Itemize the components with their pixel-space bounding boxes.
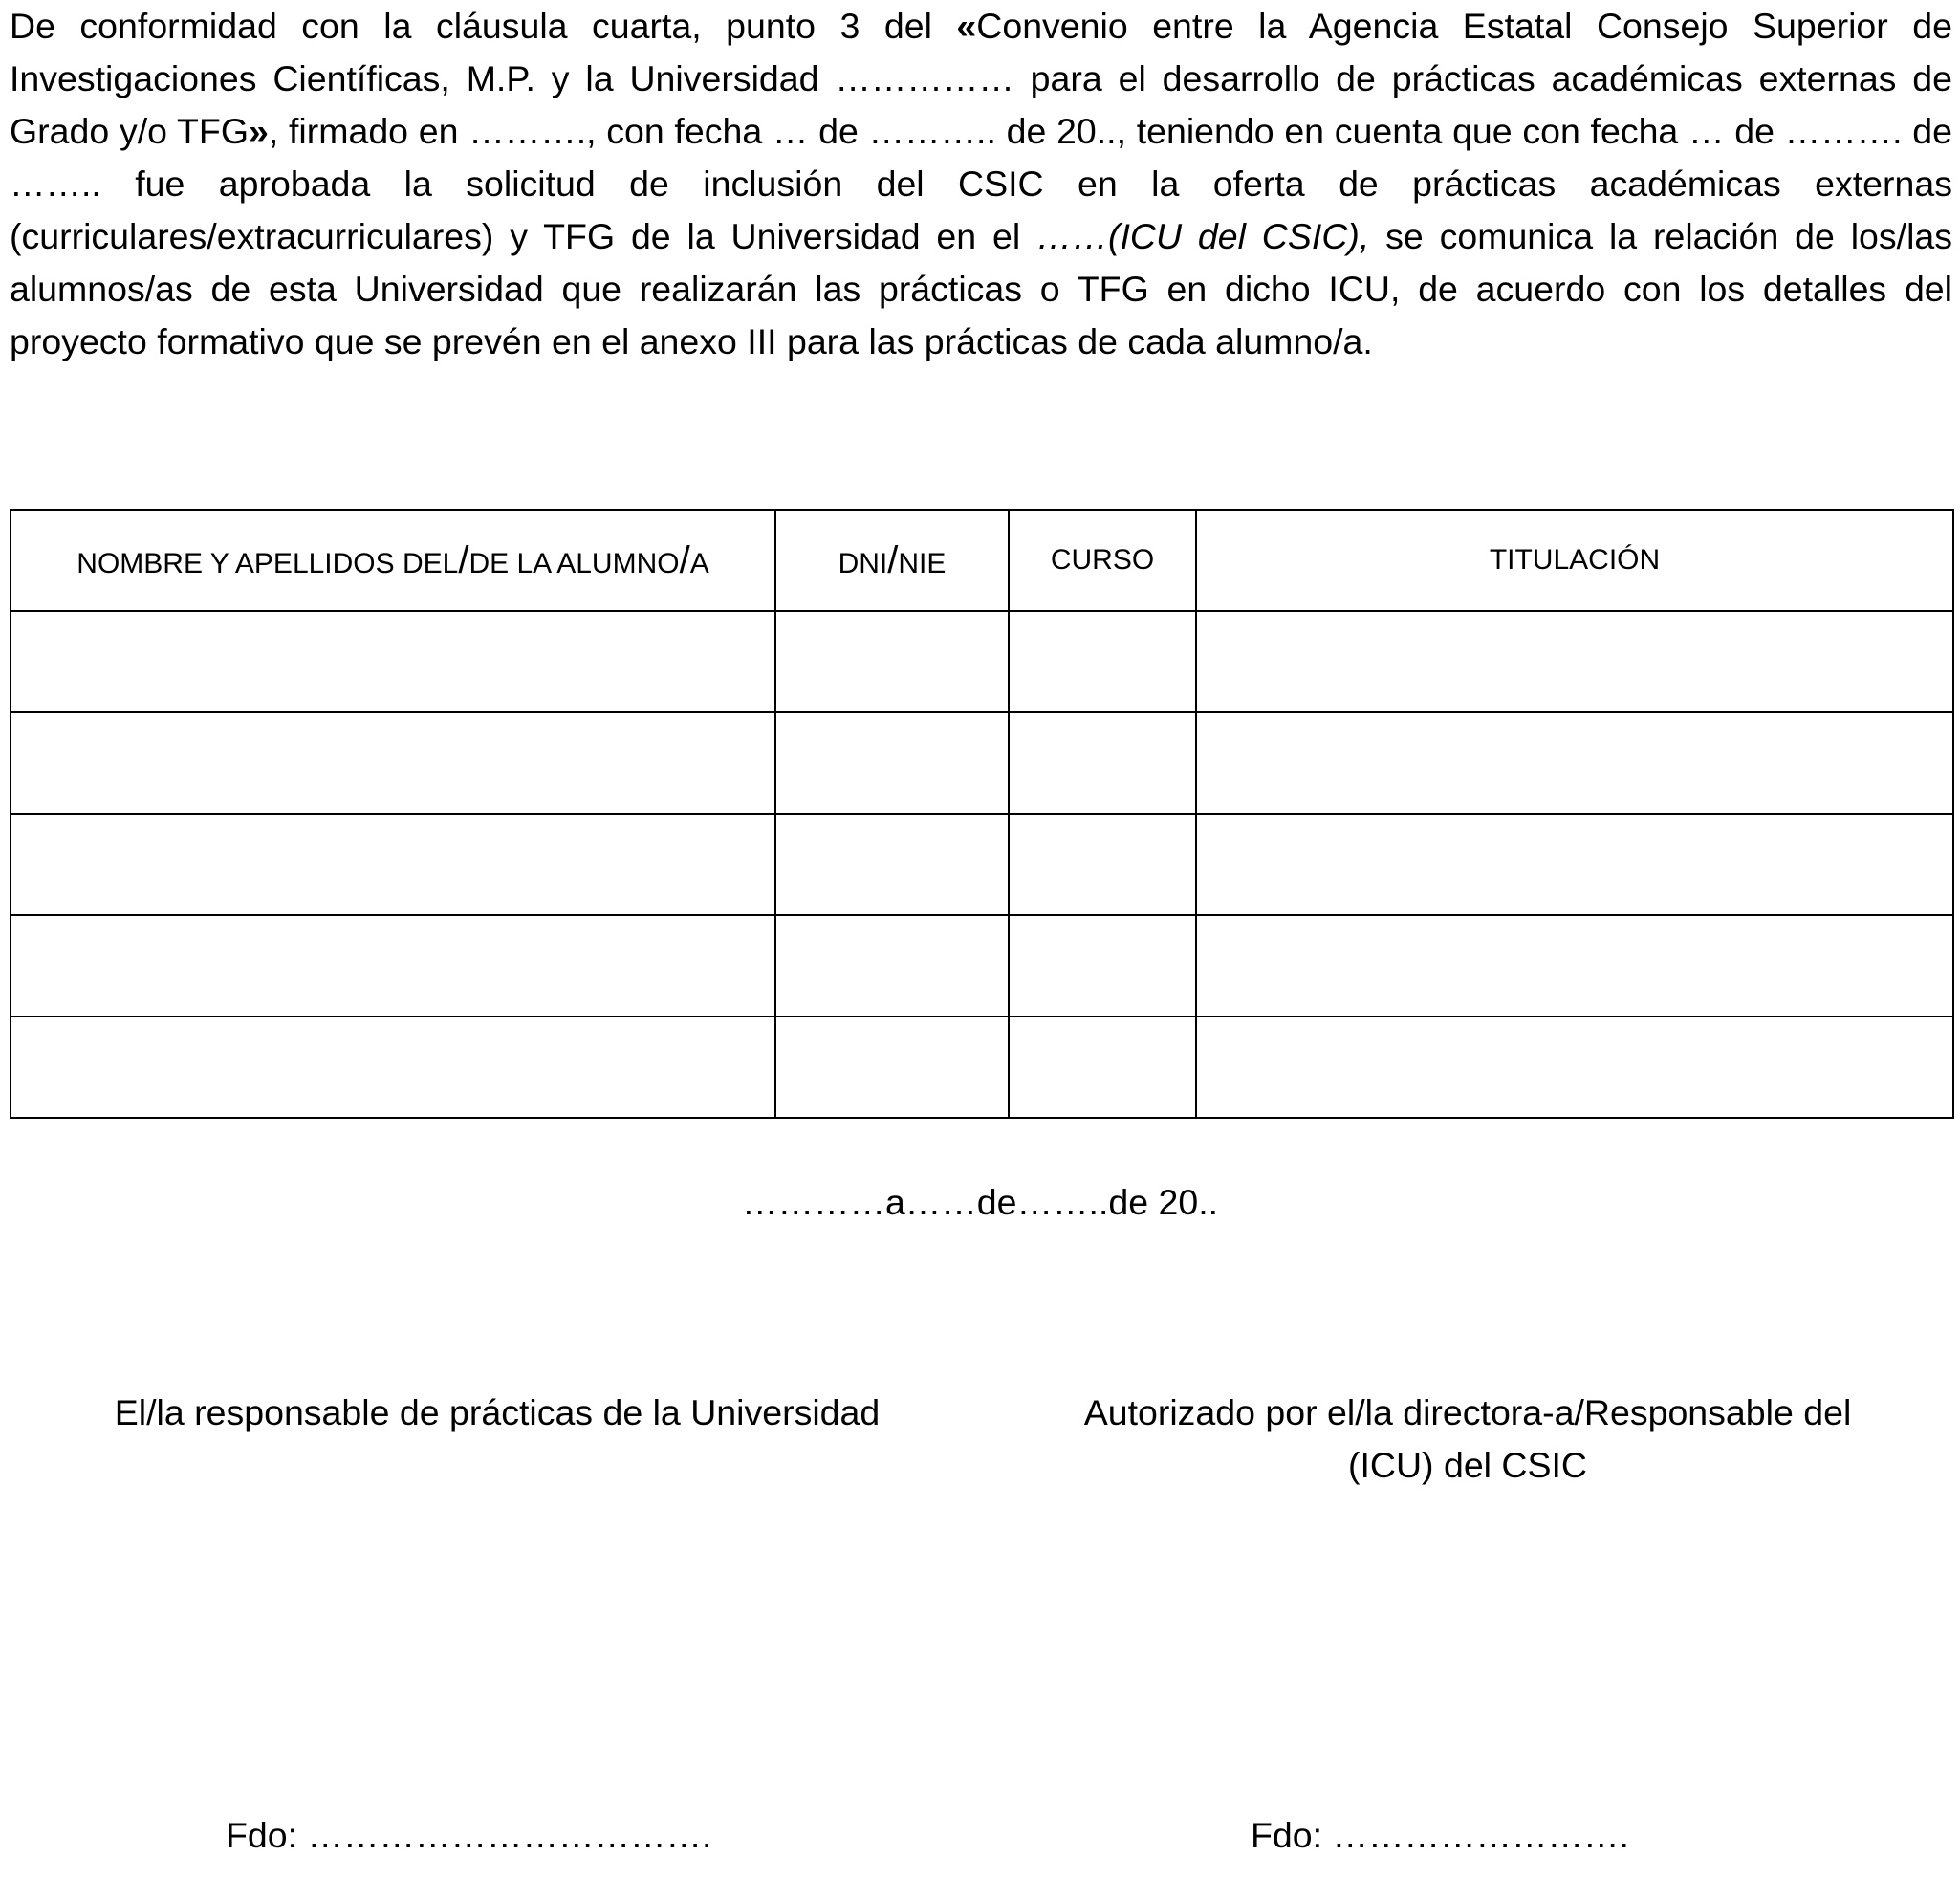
date-line <box>0 1176 1960 1229</box>
header-curso: CURSO <box>1009 510 1196 611</box>
table-row <box>11 814 1953 915</box>
cell-name[interactable] <box>11 611 775 712</box>
cell-curso[interactable] <box>1009 915 1196 1016</box>
students-table <box>10 509 1954 1119</box>
table-row <box>11 915 1953 1016</box>
cell-curso[interactable] <box>1009 712 1196 814</box>
table-row <box>11 1016 1953 1118</box>
cell-curso[interactable] <box>1009 611 1196 712</box>
csic-signatory-label: Autorizado por el/la directora-a/Responsable del (ICU) del CSIC <box>1083 1392 1852 1485</box>
table-header-row <box>11 510 1953 611</box>
cell-dni[interactable] <box>775 814 1009 915</box>
intro-text-2: Convenio entre la Agencia Estatal Consejo Superior de Investigaciones Científicas, M.P. y la Universidad …………… para el desarrollo de prácticas académicas externas de Grado y/o TFG <box>10 6 1952 151</box>
cell-titulacion[interactable] <box>1196 712 1953 814</box>
cell-name[interactable] <box>11 915 775 1016</box>
table-row <box>11 712 1953 814</box>
cell-dni[interactable] <box>775 611 1009 712</box>
cell-titulacion[interactable] <box>1196 915 1953 1016</box>
cell-curso[interactable] <box>1009 1016 1196 1118</box>
cell-titulacion[interactable] <box>1196 814 1953 915</box>
university-signatory-label: El/la responsable de prácticas de la Universidad <box>114 1392 881 1432</box>
quote-close: » <box>249 111 269 151</box>
icu-placeholder: ……(ICU del CSIC), <box>1036 216 1370 256</box>
header-titulacion: TITULACIÓN <box>1196 510 1953 611</box>
cell-titulacion[interactable] <box>1196 1016 1953 1118</box>
header-dni-nie: DNI/NIE <box>775 510 1009 611</box>
intro-paragraph <box>10 0 1952 368</box>
intro-text-4: se comunica la relación de los/las alumnos/as de esta Universidad que realizarán las prácticas o TFG en dicho ICU, de acuerdo con los detalles del proyecto formativo que se prevén en el anexo III para las prácticas de cada alumno/a. <box>10 216 1953 361</box>
cell-dni[interactable] <box>775 712 1009 814</box>
cell-name[interactable] <box>11 1016 775 1118</box>
quote-open: « <box>956 6 977 46</box>
cell-dni[interactable] <box>775 915 1009 1016</box>
table-row <box>11 611 1953 712</box>
cell-name[interactable] <box>11 712 775 814</box>
cell-titulacion[interactable] <box>1196 611 1953 712</box>
cell-curso[interactable] <box>1009 814 1196 915</box>
date-placeholder[interactable]: …………a……de……..de 20.. <box>741 1182 1219 1222</box>
cell-name[interactable] <box>11 814 775 915</box>
university-signature-line[interactable]: Fdo: ……………………………. <box>226 1815 712 1855</box>
csic-signature-line[interactable]: Fdo: ……………………. <box>1251 1815 1629 1855</box>
cell-dni[interactable] <box>775 1016 1009 1118</box>
intro-text-3: , firmado en ………., con fecha … de ……….. de 20.., teniendo en cuenta que con fecha … de ………. de …….. fue aprobada la solicitud de inclusión del CSIC en la oferta de prácticas académicas externas (curriculares/extracurriculares) y TFG de la Universidad en el <box>10 111 1952 256</box>
intro-text-1: De conformidad con la cláusula cuarta, punto 3 del <box>10 6 957 46</box>
header-name: NOMBRE Y APELLIDOS DEL/DE LA ALUMNO/A <box>11 510 775 611</box>
